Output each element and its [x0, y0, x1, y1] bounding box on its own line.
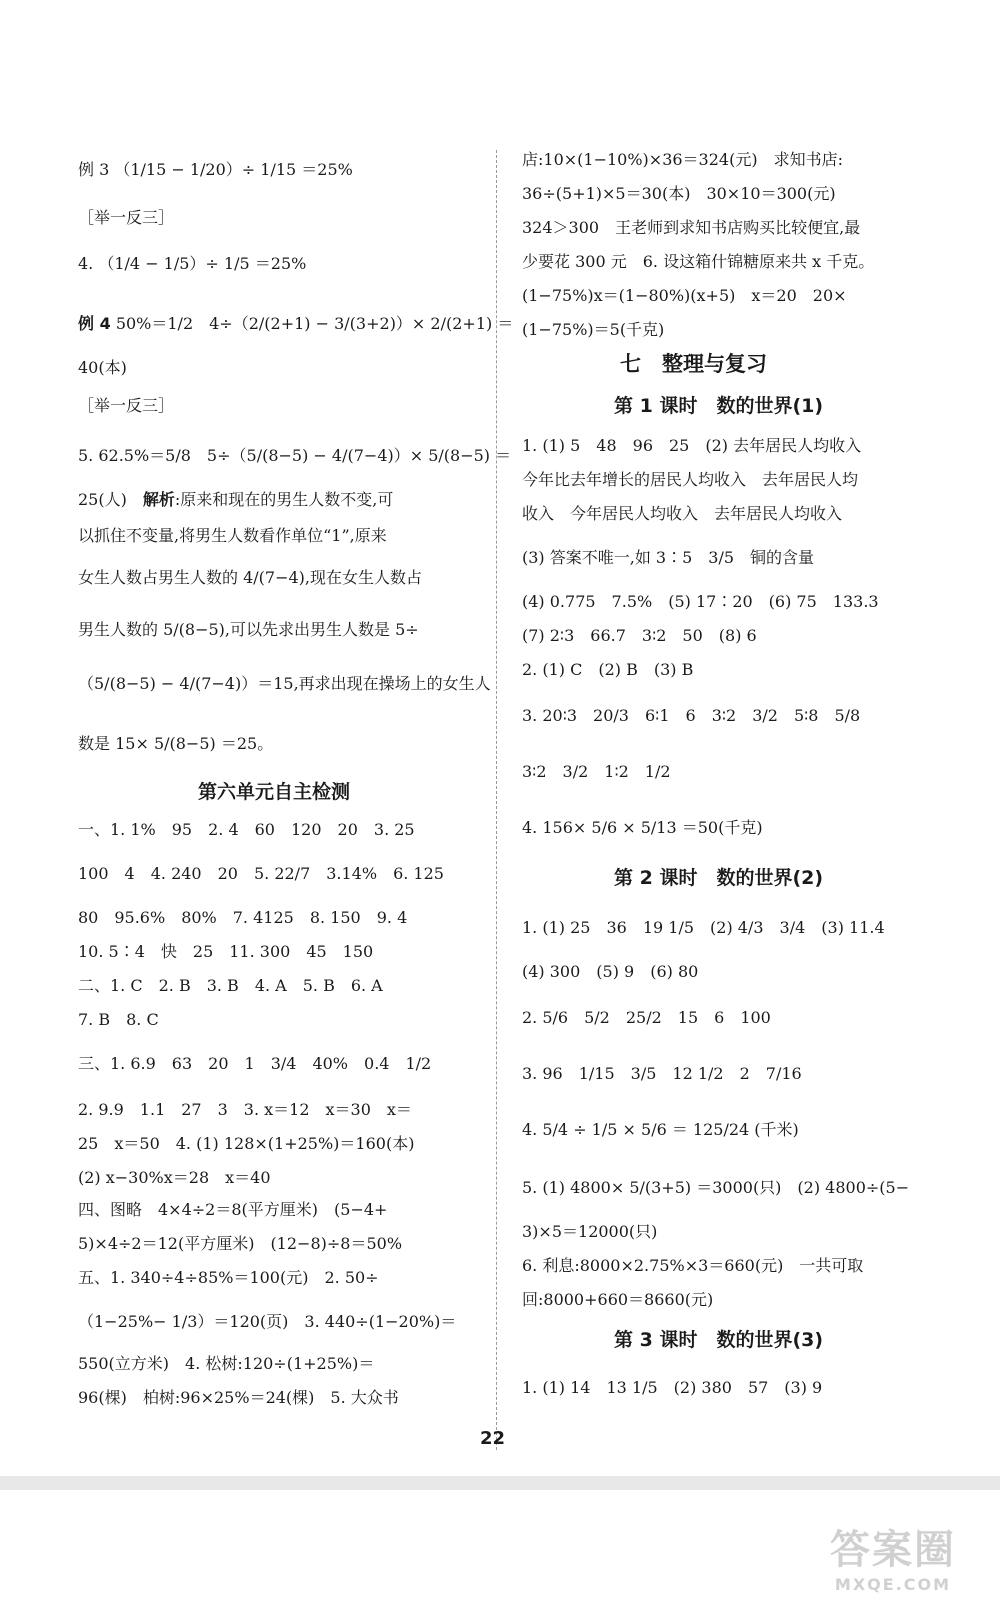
answer-line: 3∶2 3/2 1∶2 1/2: [522, 762, 671, 781]
answer-line: 二、1. C 2. B 3. B 4. A 5. B 6. A: [78, 976, 383, 995]
answer-line: (4) 300 (5) 9 (6) 80: [522, 962, 699, 981]
analysis-text: :原来和现在的男生人数不变,可: [174, 490, 394, 509]
answer-line: (2) x−30%x＝28 x＝40: [78, 1168, 271, 1187]
answer-line: 店:10×(1−10%)×36＝324(元) 求知书店:: [522, 150, 843, 169]
answer-line: (1−75%)x＝(1−80%)(x+5) x＝20 20×: [522, 286, 847, 305]
answer-line: 四、图略 4×4÷2＝8(平方厘米) (5−4+: [78, 1200, 388, 1219]
watermark-logo: [808, 1518, 978, 1594]
example-body: 50%＝1/2 4÷（2/(2+1) − 3/(3+2)）× 2/(2+1) ＝: [115, 314, 514, 333]
answer-line: 3. 20∶3 20/3 6∶1 6 3∶2 3/2 5∶8 5/8: [522, 706, 861, 725]
answer-line: 收入 今年居民人均收入 去年居民人均收入: [522, 504, 843, 523]
lesson-heading: 第 2 课时 数的世界(2): [614, 867, 824, 889]
analysis-line: 男生人数的 5/(8−5),可以先求出男生人数是 5÷: [78, 620, 419, 639]
answer-line: 1. (1) 5 48 96 25 (2) 去年居民人均收入: [522, 436, 862, 455]
answer-line: 4. 156× 5/6 × 5/13 ＝50(千克): [522, 818, 763, 837]
lesson-heading: 第 1 课时 数的世界(1): [614, 395, 824, 417]
watermark-url: MXQE.COM: [834, 1575, 952, 1594]
analysis-line: （5/(8−5) − 4/(7−4)）＝15,再求出现在操场上的女生人: [78, 674, 491, 693]
analysis-label: 解析: [142, 490, 175, 509]
answer-line: 一、1. 1% 95 2. 4 60 120 20 3. 25: [78, 820, 415, 839]
answer-line: 4. （1/4 − 1/5）÷ 1/5 ＝25%: [78, 254, 307, 273]
column-divider: [496, 150, 497, 1450]
analysis-line: 女生人数占男生人数的 4/(7−4),现在女生人数占: [78, 568, 422, 587]
answer-line: 三、1. 6.9 63 20 1 3/4 40% 0.4 1/2: [78, 1054, 432, 1073]
answer-line: 1. (1) 14 13 1/5 (2) 380 57 (3) 9: [522, 1378, 823, 1397]
answer-line: 40(本): [78, 358, 127, 377]
answer-value: 25(人): [78, 490, 127, 509]
chapter-heading: 七 整理与复习: [620, 352, 767, 376]
bottom-bar: [0, 1476, 1000, 1490]
answer-line: (4) 0.775 7.5% (5) 17∶20 (6) 75 133.3: [522, 592, 879, 611]
lesson-heading: 第 3 课时 数的世界(3): [614, 1329, 824, 1351]
answer-line: 5. (1) 4800× 5/(3+5) ＝3000(只) (2) 4800÷(5−: [522, 1178, 910, 1197]
answer-line: 4. 5/4 ÷ 1/5 × 5/6 ＝ 125/24 (千米): [522, 1120, 799, 1139]
example-3: 例 3 （1/15 − 1/20）÷ 1/15 ＝25%: [78, 160, 353, 179]
example-label: 例 4: [78, 314, 111, 333]
answer-line: 550(立方米) 4. 松树:120÷(1+25%)＝: [78, 1354, 375, 1373]
page-number: 22: [480, 1428, 506, 1449]
answer-line: (1−75%)＝5(千克): [522, 320, 665, 339]
answer-line: 96(棵) 柏树:96×25%＝24(棵) 5. 大众书: [78, 1388, 399, 1407]
answer-line: (3) 答案不唯一,如 3∶5 3/5 铜的含量: [522, 548, 815, 567]
answer-line: 今年比去年增长的居民人均收入 去年居民人均: [522, 470, 859, 489]
answer-line: 2. 5/6 5/2 25/2 15 6 100: [522, 1008, 771, 1027]
answer-line: 1. (1) 25 36 19 1/5 (2) 4/3 3/4 (3) 11.4: [522, 918, 885, 937]
answer-line: 6. 利息:8000×2.75%×3＝660(元) 一共可取: [522, 1256, 864, 1275]
example-4: [78, 314, 513, 334]
answer-line: 少要花 300 元 6. 设这箱什锦糖原来共 x 千克。: [522, 252, 875, 271]
answer-line: [78, 490, 393, 510]
answer-line: 5. 62.5%＝5/8 5÷（5/(8−5) − 4/(7−4)）× 5/(8−5) ＝: [78, 446, 512, 465]
answer-line: 3. 96 1/15 3/5 12 1/2 2 7/16: [522, 1064, 802, 1083]
answer-line: 324＞300 王老师到求知书店购买比较便宜,最: [522, 218, 861, 237]
answer-line: 五、1. 340÷4÷85%＝100(元) 2. 50÷: [78, 1268, 379, 1287]
answer-line: （1−25%− 1/3）＝120(页) 3. 440÷(1−20%)＝: [78, 1312, 457, 1331]
answer-line: 25 x＝50 4. (1) 128×(1+25%)＝160(本): [78, 1134, 415, 1153]
analysis-line: 数是 15× 5/(8−5) ＝25。: [78, 734, 274, 753]
answer-line: 100 4 4. 240 20 5. 22/7 3.14% 6. 125: [78, 864, 444, 883]
unit-test-heading: 第六单元自主检测: [198, 781, 351, 803]
answer-line: 10. 5∶4 快 25 11. 300 45 150: [78, 942, 374, 961]
answer-line: 7. B 8. C: [78, 1010, 159, 1029]
answer-line: 2. 9.9 1.1 27 3 3. x＝12 x＝30 x＝: [78, 1100, 412, 1119]
watermark-text: 答案圈: [830, 1527, 956, 1573]
answer-line: (7) 2∶3 66.7 3∶2 50 (8) 6: [522, 626, 757, 645]
answer-line: 3)×5＝12000(只): [522, 1222, 658, 1241]
answer-line: 80 95.6% 80% 7. 4125 8. 150 9. 4: [78, 908, 408, 927]
practice-heading: ［举一反三］: [78, 396, 175, 415]
answer-line: 5)×4÷2＝12(平方厘米) (12−8)÷8＝50%: [78, 1234, 403, 1253]
analysis-line: 以抓住不变量,将男生人数看作单位“1”,原来: [78, 526, 387, 545]
answer-line: 2. (1) C (2) B (3) B: [522, 660, 694, 679]
practice-heading: ［举一反三］: [78, 208, 175, 227]
answer-line: 36÷(5+1)×5＝30(本) 30×10＝300(元): [522, 184, 836, 203]
answer-line: 回:8000+660＝8660(元): [522, 1290, 714, 1309]
